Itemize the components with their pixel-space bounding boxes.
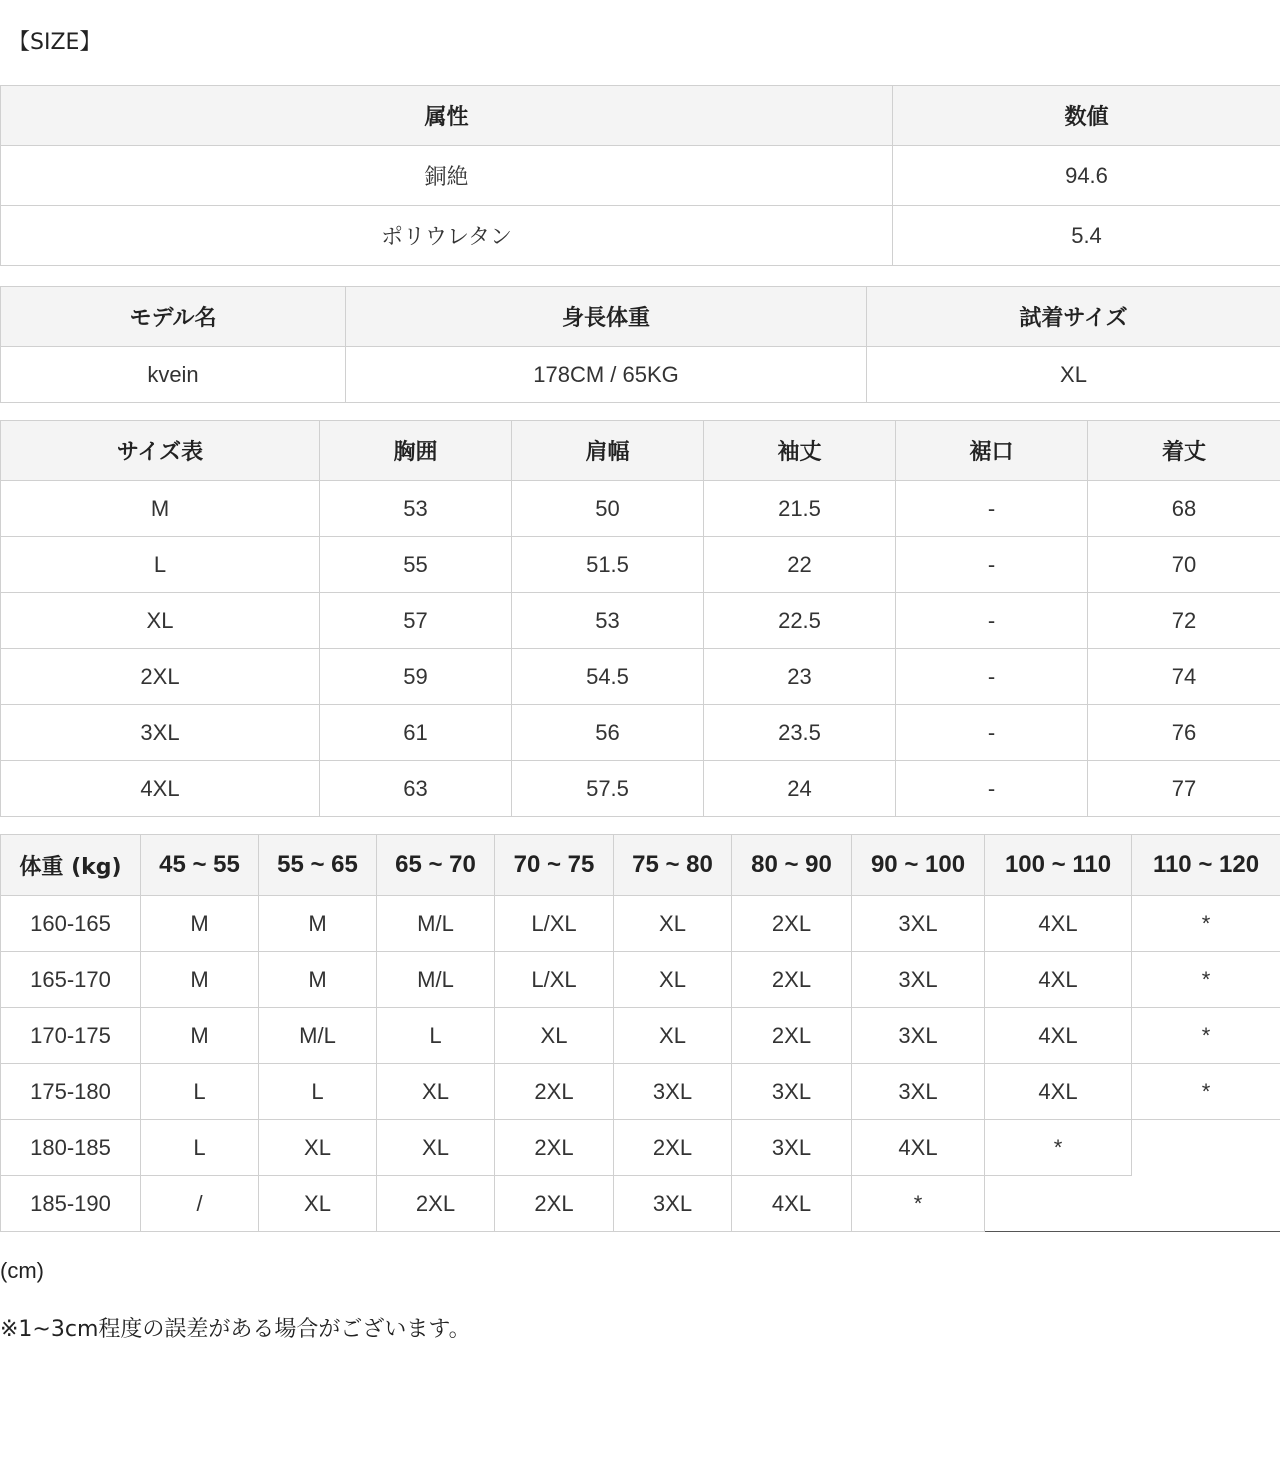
table-cell: XL	[614, 1008, 732, 1064]
table-row	[1, 481, 1280, 537]
header-cell: 属性	[1, 86, 893, 146]
header-cell: 体重 (kg)	[1, 835, 141, 896]
header-cell: 75 ~ 80	[614, 835, 732, 896]
table-cell: 21.5	[704, 481, 896, 537]
table-cell: 59	[320, 649, 512, 705]
table-cell: L	[1, 537, 320, 593]
table-cell: 3XL	[1, 705, 320, 761]
table-cell: 160-165	[1, 896, 141, 952]
header-cell: 胸囲	[320, 421, 512, 481]
table-cell: 68	[1088, 481, 1280, 537]
table-row	[1, 896, 1280, 952]
table-cell: 61	[320, 705, 512, 761]
table-cell: 180-185	[1, 1120, 141, 1176]
table-cell: 170-175	[1, 1008, 141, 1064]
table-cell: 54.5	[512, 649, 704, 705]
header-cell: サイズ表	[1, 421, 320, 481]
table-cell: 2XL	[732, 952, 852, 1008]
table-row	[1, 206, 1280, 266]
table-cell: M	[259, 952, 377, 1008]
table-cell: *	[1132, 952, 1280, 1008]
header-cell: 90 ~ 100	[852, 835, 985, 896]
header-cell: モデル名	[1, 287, 346, 347]
table-cell: 2XL	[495, 1120, 614, 1176]
table-cell: M/L	[377, 952, 495, 1008]
table-cell: 3XL	[852, 896, 985, 952]
table-cell: 3XL	[732, 1120, 852, 1176]
table-cell: 4XL	[985, 952, 1132, 1008]
table-row	[1, 1008, 1280, 1064]
table-row	[1, 537, 1280, 593]
table-cell: 24	[704, 761, 896, 817]
table-cell: 63	[320, 761, 512, 817]
table-cell: 3XL	[852, 1064, 985, 1120]
table-header-row	[1, 86, 1280, 146]
table-row	[1, 1120, 1280, 1176]
table-cell: L	[377, 1008, 495, 1064]
table-cell: M/L	[377, 896, 495, 952]
table-cell: XL	[259, 1176, 377, 1232]
table-cell: 175-180	[1, 1064, 141, 1120]
header-cell: 110 ~ 120	[1132, 835, 1280, 896]
table-cell: L	[259, 1064, 377, 1120]
table-cell: *	[1132, 1064, 1280, 1120]
table-cell: 53	[320, 481, 512, 537]
table-cell: 57.5	[512, 761, 704, 817]
header-cell: 袖丈	[704, 421, 896, 481]
table-cell: *	[852, 1176, 985, 1232]
table-cell: 4XL	[985, 1008, 1132, 1064]
header-cell: 試着サイズ	[867, 287, 1280, 347]
table-cell: -	[896, 705, 1088, 761]
table-cell: M	[1, 481, 320, 537]
table-cell: *	[1132, 1008, 1280, 1064]
table-cell: L/XL	[495, 896, 614, 952]
table-cell: 3XL	[852, 952, 985, 1008]
table-cell: kvein	[1, 347, 346, 403]
table-cell: -	[896, 481, 1088, 537]
table-cell: M/L	[259, 1008, 377, 1064]
table-cell: XL	[614, 952, 732, 1008]
table-cell: 94.6	[893, 146, 1280, 206]
table-cell: 2XL	[1, 649, 320, 705]
table-cell: ポリウレタン	[1, 206, 893, 266]
table-cell: 3XL	[614, 1176, 732, 1232]
table-cell: 4XL	[852, 1120, 985, 1176]
table-cell: *	[985, 1120, 1132, 1176]
header-cell: 70 ~ 75	[495, 835, 614, 896]
table-cell: 55	[320, 537, 512, 593]
measurement-note: ※1~3cm程度の誤差がある場合がございます。	[0, 1317, 471, 1342]
table-cell: 50	[512, 481, 704, 537]
table-cell: XL	[377, 1064, 495, 1120]
table-cell: /	[141, 1176, 259, 1232]
table-cell: 2XL	[732, 1008, 852, 1064]
table-cell: L	[141, 1064, 259, 1120]
table-cell: 56	[512, 705, 704, 761]
header-cell: 身長体重	[346, 287, 867, 347]
table-cell: *	[1132, 896, 1280, 952]
table-cell: XL	[614, 896, 732, 952]
model-table	[0, 286, 1280, 403]
table-header-row	[1, 287, 1280, 347]
table-row	[1, 952, 1280, 1008]
header-cell: 数値	[893, 86, 1280, 146]
table-cell: L/XL	[495, 952, 614, 1008]
table-cell: 70	[1088, 537, 1280, 593]
header-cell: 裾口	[896, 421, 1088, 481]
header-cell: 45 ~ 55	[141, 835, 259, 896]
header-cell: 100 ~ 110	[985, 835, 1132, 896]
table-cell: 4XL	[1, 761, 320, 817]
table-cell: 76	[1088, 705, 1280, 761]
table-cell: XL	[495, 1008, 614, 1064]
empty-cell	[985, 1176, 1280, 1232]
table-cell: 5.4	[893, 206, 1280, 266]
table-cell: 22	[704, 537, 896, 593]
table-cell: 51.5	[512, 537, 704, 593]
table-cell: XL	[259, 1120, 377, 1176]
table-row	[1, 649, 1280, 705]
table-cell: 3XL	[732, 1064, 852, 1120]
table-cell: 2XL	[495, 1176, 614, 1232]
table-cell: 4XL	[985, 896, 1132, 952]
table-row	[1, 593, 1280, 649]
header-cell: 80 ~ 90	[732, 835, 852, 896]
table-cell: XL	[1, 593, 320, 649]
table-cell: XL	[867, 347, 1280, 403]
fit-guide-table	[0, 834, 1280, 1232]
size-chart-table	[0, 420, 1280, 817]
table-cell: 2XL	[377, 1176, 495, 1232]
table-cell: 23.5	[704, 705, 896, 761]
table-cell: L	[141, 1120, 259, 1176]
unit-label: (cm)	[0, 1258, 44, 1283]
table-cell: 57	[320, 593, 512, 649]
material-table	[0, 85, 1280, 266]
table-cell: 53	[512, 593, 704, 649]
table-cell: -	[896, 649, 1088, 705]
table-header-row	[1, 421, 1280, 481]
table-cell: M	[141, 896, 259, 952]
table-cell: 銅絶	[1, 146, 893, 206]
table-cell: 23	[704, 649, 896, 705]
table-cell: 4XL	[985, 1064, 1132, 1120]
table-cell: -	[896, 593, 1088, 649]
table-row	[1, 347, 1280, 403]
header-cell: 肩幅	[512, 421, 704, 481]
table-header-row	[1, 835, 1280, 896]
table-cell: 22.5	[704, 593, 896, 649]
table-row	[1, 1176, 1280, 1232]
empty-cell	[1132, 1120, 1280, 1176]
table-cell: 165-170	[1, 952, 141, 1008]
table-cell: 178CM / 65KG	[346, 347, 867, 403]
table-cell: 77	[1088, 761, 1280, 817]
table-row	[1, 146, 1280, 206]
table-cell: M	[259, 896, 377, 952]
table-cell: XL	[377, 1120, 495, 1176]
table-cell: 2XL	[732, 896, 852, 952]
header-cell: 65 ~ 70	[377, 835, 495, 896]
table-cell: -	[896, 537, 1088, 593]
table-cell: 185-190	[1, 1176, 141, 1232]
table-cell: 2XL	[495, 1064, 614, 1120]
table-cell: 3XL	[614, 1064, 732, 1120]
section-heading: 【SIZE】	[8, 30, 102, 55]
header-cell: 着丈	[1088, 421, 1280, 481]
table-cell: 74	[1088, 649, 1280, 705]
table-row	[1, 705, 1280, 761]
table-row	[1, 1064, 1280, 1120]
table-row	[1, 761, 1280, 817]
table-cell: 4XL	[732, 1176, 852, 1232]
table-cell: M	[141, 1008, 259, 1064]
header-cell: 55 ~ 65	[259, 835, 377, 896]
table-cell: 3XL	[852, 1008, 985, 1064]
table-cell: M	[141, 952, 259, 1008]
table-cell: -	[896, 761, 1088, 817]
table-cell: 72	[1088, 593, 1280, 649]
table-cell: 2XL	[614, 1120, 732, 1176]
